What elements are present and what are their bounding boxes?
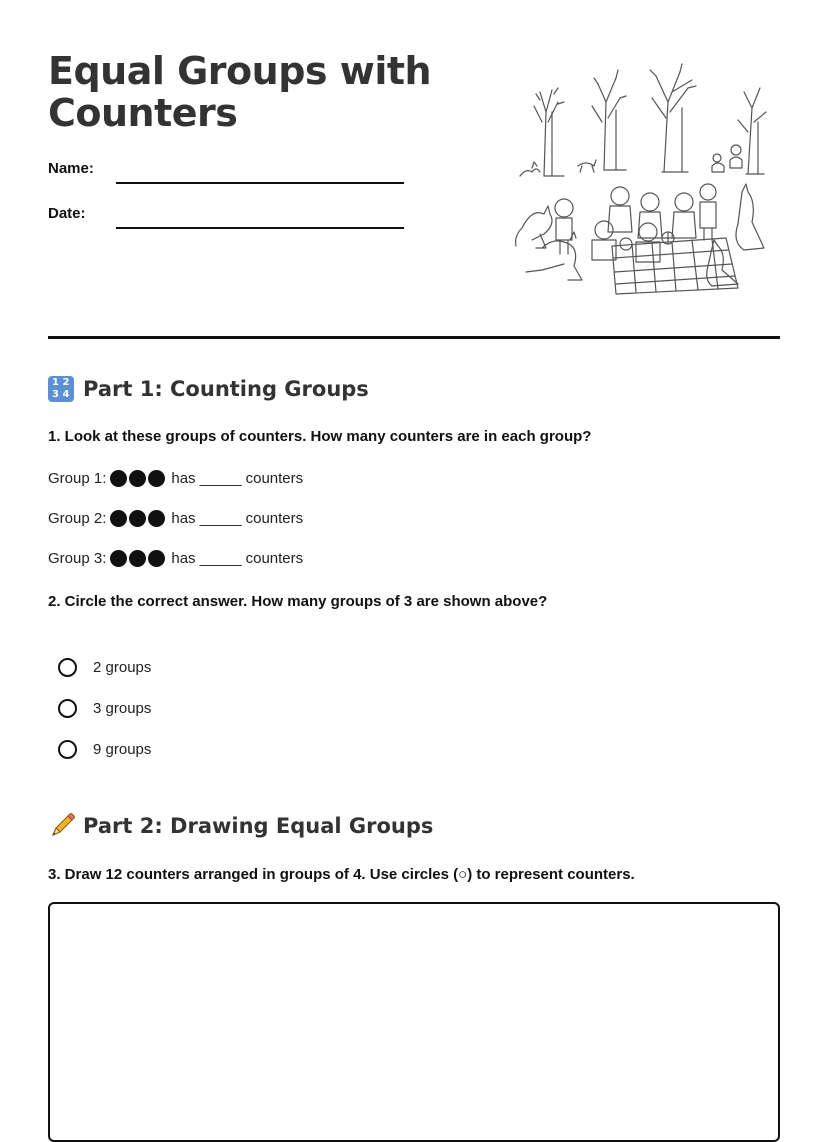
date-field[interactable] [48, 205, 408, 235]
part1-heading-text: Part 1: Counting Groups [83, 377, 369, 401]
group-row-3 [48, 547, 303, 569]
group-answer-text[interactable]: has _____ counters [171, 549, 304, 567]
radio-circle-icon[interactable] [58, 699, 77, 718]
counter-dot [110, 470, 127, 487]
child-icon [638, 193, 662, 238]
group-label: Group 3: [48, 549, 107, 567]
koala-icon [713, 154, 721, 162]
part2-heading [48, 811, 433, 841]
answer-option-3[interactable] [58, 737, 151, 761]
counter-dot [129, 550, 146, 567]
option-label: 2 groups [93, 658, 152, 676]
date-line[interactable] [116, 227, 404, 229]
dog-icon [578, 160, 596, 172]
group-row-2 [48, 507, 303, 529]
counters [110, 510, 167, 527]
pencil-icon [48, 812, 76, 840]
answer-option-1[interactable] [58, 655, 151, 679]
group-label: Group 1: [48, 469, 107, 487]
name-line[interactable] [116, 182, 404, 184]
picnic-illustration [512, 62, 772, 298]
counters [110, 470, 167, 487]
option-label: 9 groups [93, 740, 152, 758]
counter-dot [148, 550, 165, 567]
child-icon [555, 199, 573, 254]
kangaroo-icon [516, 206, 552, 248]
group-answer-text[interactable]: has _____ counters [171, 469, 304, 487]
radio-circle-icon[interactable] [58, 740, 77, 759]
counter-dot [148, 470, 165, 487]
input-numbers-icon: 1 2 3 4 [48, 376, 74, 402]
group-label: Group 2: [48, 509, 107, 527]
child-icon [700, 184, 716, 240]
counter-dot [148, 510, 165, 527]
counter-dot [129, 470, 146, 487]
child-icon [672, 193, 696, 238]
question-2: 2. Circle the correct answer. How many groups of 3 are shown above? [48, 593, 548, 610]
tree-icon [534, 88, 564, 176]
name-label: Name: [48, 160, 94, 177]
group-answer-text[interactable]: has _____ counters [171, 509, 304, 527]
kangaroo-icon [736, 184, 764, 250]
question-3: 3. Draw 12 counters arranged in groups of 4. Use circles (○) to represent counters. [48, 866, 635, 883]
drawing-area[interactable] [48, 902, 780, 1142]
question-1: 1. Look at these groups of counters. How many counters are in each group? [48, 428, 592, 445]
counter-dot [129, 510, 146, 527]
kangaroo-small-icon [520, 162, 540, 176]
counters [110, 550, 167, 567]
part2-heading-text: Part 2: Drawing Equal Groups [83, 814, 434, 838]
option-label: 3 groups [93, 699, 152, 717]
section-divider [48, 336, 780, 339]
date-label: Date: [48, 205, 86, 222]
tree-icon [650, 64, 696, 172]
answer-option-2[interactable] [58, 696, 151, 720]
tree-icon [592, 70, 626, 170]
kangaroo-icon [707, 240, 738, 286]
worksheet-title: Equal Groups with Counters [48, 49, 432, 135]
counter-dot [110, 550, 127, 567]
radio-circle-icon[interactable] [58, 658, 77, 677]
part1-heading [48, 374, 369, 404]
name-field[interactable] [48, 160, 408, 190]
counter-dot [110, 510, 127, 527]
group-row-1 [48, 467, 303, 489]
